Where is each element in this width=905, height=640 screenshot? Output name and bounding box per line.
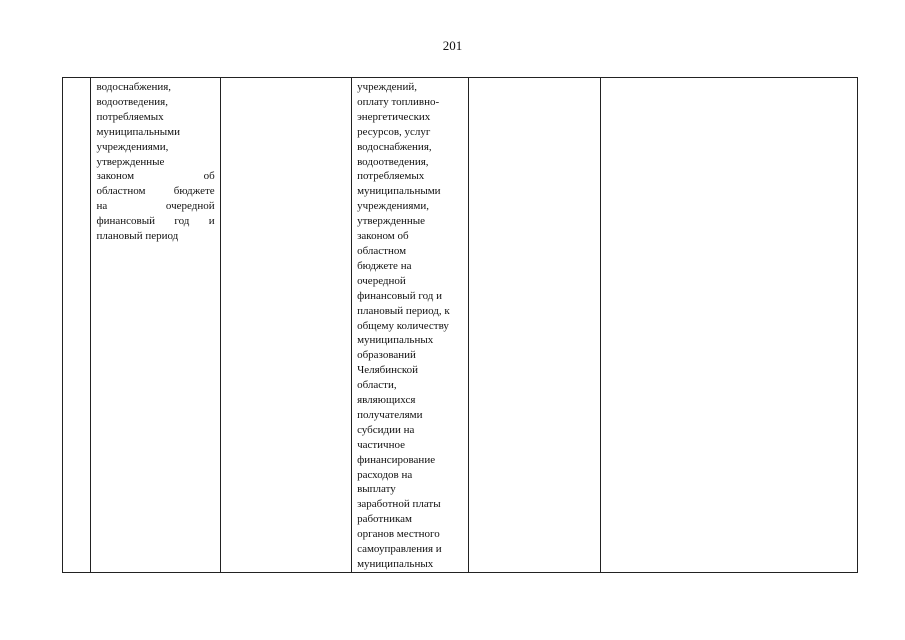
- text-line: финансирование: [357, 453, 436, 466]
- text-line: самоуправления и: [357, 543, 442, 556]
- text-line: финансовый год и: [357, 289, 442, 302]
- text-line: заработной платы: [357, 498, 441, 511]
- text-word: финансовый: [96, 215, 155, 228]
- text-line: утвержденные: [96, 155, 165, 168]
- text-line: учреждений,: [357, 81, 417, 93]
- table-cell-empty: [469, 78, 600, 573]
- text-word: областном: [96, 185, 146, 198]
- text-word: на: [96, 200, 108, 213]
- table-cell-number: [63, 78, 91, 573]
- table-row: [63, 78, 858, 573]
- document-table: [62, 77, 858, 573]
- text-line: бюджете на: [357, 259, 412, 272]
- text-word: очередной: [165, 200, 215, 213]
- text-line: учреждениями,: [96, 140, 169, 153]
- text-line: общему количеству: [357, 319, 449, 332]
- text-line: [96, 199, 214, 214]
- text-line: муниципальных: [357, 558, 434, 570]
- text-line: муниципальными: [357, 185, 441, 198]
- text-line: являющихся: [357, 394, 416, 407]
- text-line: очередной: [357, 274, 406, 287]
- text-line: расходов на: [357, 468, 413, 481]
- text-line: органов местного: [357, 528, 440, 541]
- text-line: [96, 214, 214, 229]
- table-cell-empty: [600, 78, 857, 573]
- text-line: [96, 184, 214, 199]
- text-line: водоотведения,: [96, 95, 168, 108]
- text-line: областном: [357, 244, 407, 257]
- text-line: потребляемых: [357, 170, 425, 183]
- text-line: частичное: [357, 438, 405, 451]
- text-line: водоснабжения,: [357, 140, 432, 153]
- table-cell-empty: [220, 78, 351, 573]
- text-line: Челябинской: [357, 364, 419, 377]
- table-cell-indicator: [352, 78, 469, 573]
- cell-text-block: [357, 80, 463, 572]
- text-line: области,: [357, 379, 397, 392]
- text-word: бюджете: [173, 185, 215, 198]
- text-line: выплату: [357, 483, 396, 496]
- text-line: оплату топливно-: [357, 95, 440, 108]
- text-line: получателями: [357, 408, 423, 421]
- text-line: [96, 169, 214, 184]
- text-line: ресурсов, услуг: [357, 125, 431, 138]
- text-word: и: [208, 215, 215, 228]
- text-line: муниципальных: [357, 334, 434, 347]
- text-line: учреждениями,: [357, 200, 429, 213]
- cell-text-block: [96, 80, 214, 244]
- text-line: плановый период, к: [357, 304, 450, 317]
- text-word: законом: [96, 170, 135, 183]
- text-line: водоснабжения,: [96, 81, 172, 93]
- text-line: плановый период: [96, 230, 179, 243]
- text-line: водоотведения,: [357, 155, 429, 168]
- text-line: законом об: [357, 230, 409, 243]
- text-line: субсидии на: [357, 423, 415, 436]
- text-word: об: [203, 170, 215, 183]
- text-line: энергетических: [357, 110, 431, 123]
- text-line: потребляемых: [96, 110, 164, 123]
- text-line: образований: [357, 349, 416, 362]
- text-line: работникам: [357, 513, 412, 526]
- text-word: год: [174, 215, 190, 228]
- page-number: 201: [442, 38, 463, 53]
- text-line: муниципальными: [96, 125, 180, 138]
- text-line: утвержденные: [357, 215, 426, 228]
- table-cell-description: [91, 78, 220, 573]
